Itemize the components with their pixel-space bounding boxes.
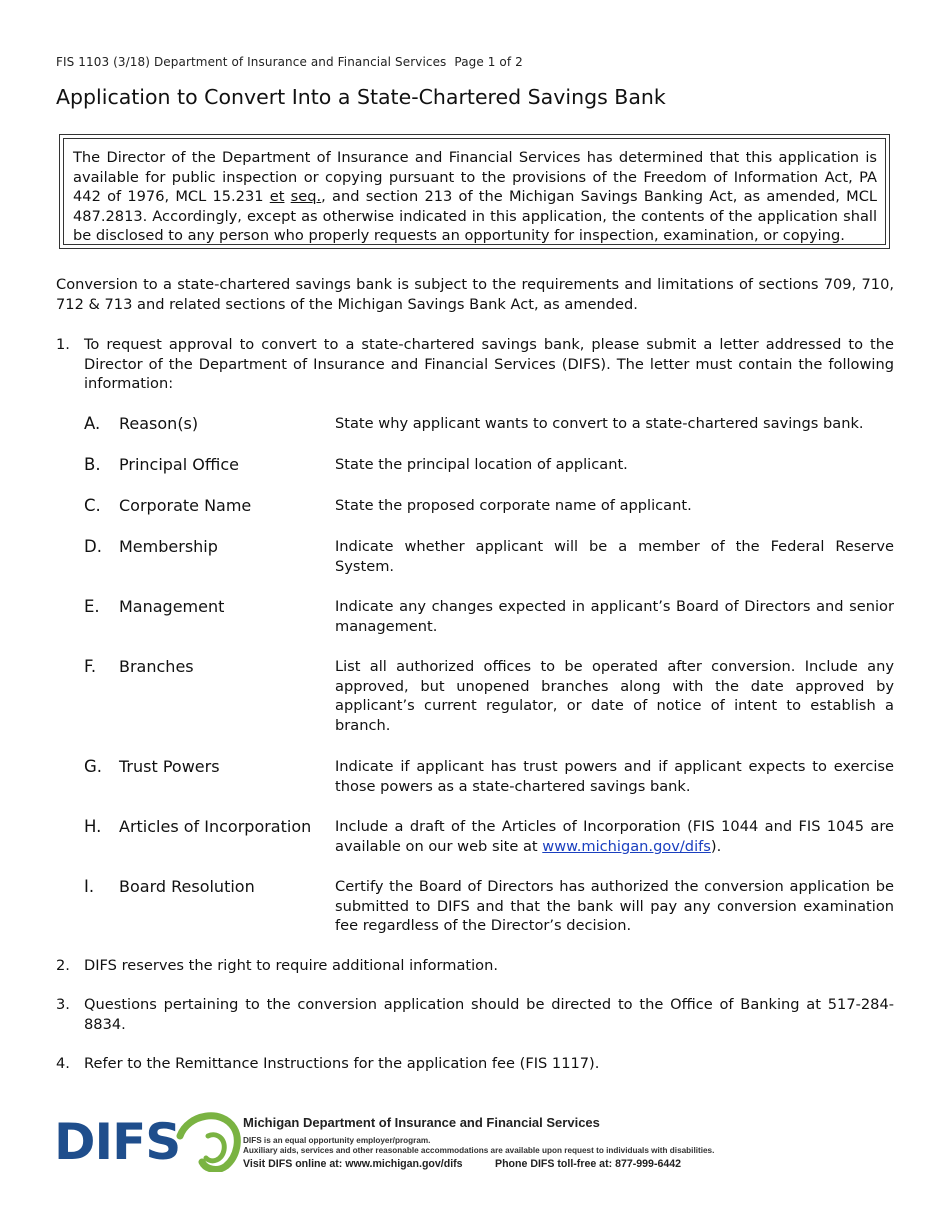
subitem-desc-text: Include a draft of the Articles of Incorporation (FIS 1044 and FIS 1045 are available on our web site at bbox=[335, 818, 894, 855]
phone-toll-free: Phone DIFS toll-free at: 877-999-6442 bbox=[495, 1158, 682, 1170]
foia-notice-text bbox=[63, 138, 886, 245]
notice-part-1: The Director of the Department of Insurance and Financial Services has determined that this application is available for public inspection or copying pursuant to the provisions of the Freedom of Information Act, PA 442 of 1976, MCL 15.231 bbox=[73, 149, 877, 206]
accommodations-note: Auxiliary aids, services and other reasonable accommodations are available upon request to individuals with disabilities. bbox=[243, 1146, 715, 1155]
page-title: Application to Convert Into a State-Chartered Savings Bank bbox=[56, 85, 666, 109]
item-number: 3. bbox=[56, 996, 70, 1013]
subitem-desc: State why applicant wants to convert to a state-chartered savings bank. bbox=[335, 415, 864, 432]
page-number: Page 1 of 2 bbox=[454, 55, 523, 69]
subitem-desc: Indicate whether applicant will be a member of the Federal Reserve System. bbox=[335, 538, 894, 575]
equal-opportunity-note: DIFS is an equal opportunity employer/program. bbox=[243, 1136, 431, 1145]
agency-name: Michigan Department of Insurance and Financial Services bbox=[243, 1115, 600, 1130]
subitem-letter: E. bbox=[84, 597, 100, 616]
difs-website-link[interactable]: www.michigan.gov/difs bbox=[542, 837, 711, 855]
footer bbox=[54, 1106, 754, 1176]
difs-logo-text: DIFS bbox=[54, 1113, 181, 1171]
subitem-desc: State the proposed corporate name of applicant. bbox=[335, 497, 692, 514]
item-text: DIFS reserves the right to require additional information. bbox=[84, 957, 498, 974]
subitem-desc: Certify the Board of Directors has authorized the conversion application be submitted to DIFS and that the bank will pay any conversion examination fee regardless of the Director’s decision. bbox=[335, 878, 894, 935]
item-text: Questions pertaining to the conversion application should be directed to the Office of Banking at 517-284-8834. bbox=[84, 996, 894, 1033]
subitem-letter: A. bbox=[84, 414, 101, 433]
subitem-desc: State the principal location of applicant. bbox=[335, 456, 628, 473]
difs-logo-swoosh-icon bbox=[172, 1106, 242, 1172]
subitem-label: Membership bbox=[119, 537, 218, 556]
form-id: FIS 1103 (3/18) Department of Insurance and Financial Services bbox=[56, 55, 447, 69]
subitem-letter: G. bbox=[84, 757, 103, 776]
subitem-label: Corporate Name bbox=[119, 496, 252, 515]
subitem-label: Reason(s) bbox=[119, 414, 199, 433]
subitem-letter: C. bbox=[84, 496, 101, 515]
foia-notice-box bbox=[59, 134, 890, 249]
subitem-desc-end: ). bbox=[710, 837, 722, 855]
notice-et: et bbox=[269, 188, 285, 206]
subitem-letter: H. bbox=[84, 817, 102, 836]
subitem-letter: I. bbox=[84, 877, 95, 896]
item-number: 2. bbox=[56, 957, 70, 974]
item-number: 1. bbox=[56, 336, 70, 353]
subitem-desc bbox=[335, 817, 894, 856]
notice-part-2: , and section 213 of the Michigan Savings Banking Act, as amended, MCL 487.2813. Accordingly, except as otherwise indicated in this application, the contents of the application shall be disclosed to any person who properly requests an opportunity for inspection, examination, or copying. bbox=[73, 188, 878, 245]
subitem-label: Articles of Incorporation bbox=[119, 817, 312, 836]
item-text: Refer to the Remittance Instructions for the application fee (FIS 1117). bbox=[84, 1055, 600, 1072]
subitem-label: Principal Office bbox=[119, 455, 239, 474]
notice-seq: seq. bbox=[290, 188, 322, 206]
subitem-letter: B. bbox=[84, 455, 101, 474]
subitem-letter: D. bbox=[84, 537, 102, 556]
subitem-desc: Indicate any changes expected in applicant’s Board of Directors and senior management. bbox=[335, 598, 894, 635]
subitem-label: Trust Powers bbox=[119, 757, 220, 776]
subitem-label: Board Resolution bbox=[119, 877, 255, 896]
subitem-label: Branches bbox=[119, 657, 194, 676]
item-text: To request approval to convert to a state-chartered savings bank, please submit a letter addressed to the Director of the Department of Insurance and Financial Services (DIFS). The letter must contain the following information: bbox=[84, 336, 894, 393]
subitem-label: Management bbox=[119, 597, 225, 616]
subitem-letter: F. bbox=[84, 657, 97, 676]
intro-paragraph: Conversion to a state-chartered savings bank is subject to the requirements and limitations of sections 709, 710, 712 & 713 and related sections of the Michigan Savings Bank Act, as amended. bbox=[56, 276, 894, 313]
subitem-desc: Indicate if applicant has trust powers and if applicant expects to exercise those powers as a state-chartered savings bank. bbox=[335, 758, 894, 795]
item-number: 4. bbox=[56, 1055, 70, 1072]
subitem-desc: List all authorized offices to be operated after conversion. Include any approved, but unopened branches along with the date approved by applicant’s current regulator, or date of notice of intent to establish a branch. bbox=[335, 658, 894, 734]
difs-logo bbox=[54, 1106, 240, 1172]
visit-online: Visit DIFS online at: www.michigan.gov/difs bbox=[243, 1158, 463, 1170]
form-header bbox=[56, 55, 523, 69]
